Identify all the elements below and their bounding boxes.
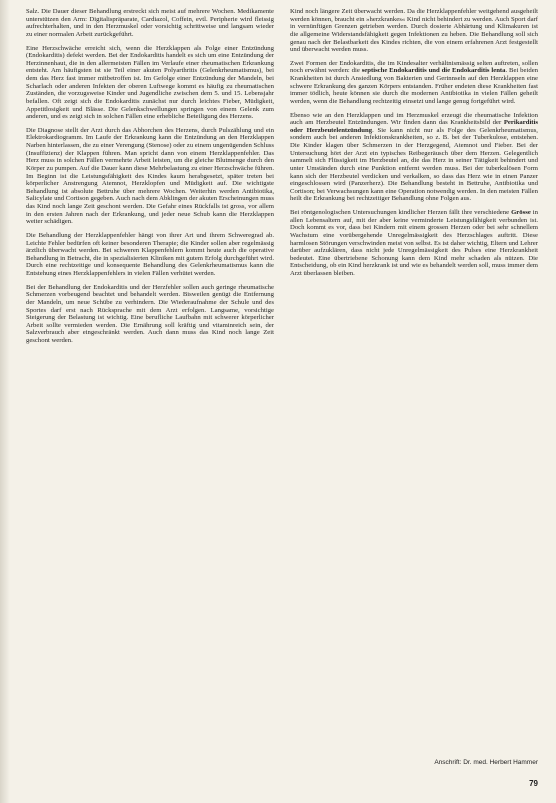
right-paragraph-3 [290, 112, 538, 204]
left-paragraph-5: Bei der Behandlung der Endokarditis und der Herzfehler sollen auch geringe rheumatische Schmerzen vorbeugend beachtet und behandelt werden. Bisweilen genügt die Entfernung der Mandeln, um neue Schübe zu verhindern. Die Wiederaufnahme der Schule und des Sportes darf erst nach Rücksprache mit dem Arzt erfolgen. Langsame, vorsichtige Steigerung der Belastung ist wichtig. Eine berufliche Laufbahn mit schwerer körperlicher Arbeit sollte vermieden werden. Die Ernährung soll kräftig und vitaminreich sein, der Salzverbrauch aber eingeschränkt werden. Auch dann muss das Kind noch lange Zeit geschont werden. [26, 283, 274, 344]
left-paragraph-1: Salz. Die Dauer dieser Behandlung erstreckt sich meist auf mehrere Wochen. Medikamente unterstützen den Arm: Digitalispräparate, Cardiazol, Coffein, evtl. Peripherie wird fleissig aufrechterhalten, und in den Herzmuskel oder vorsichtig schrittweise und langsam wieder zu einer normalen Arbeit zurückgeführt. [26, 8, 274, 38]
left-paragraph-2: Eine Herzschwäche erreicht sich, wenn die Herzklappen als Folge einer Entzündung (Endokarditis) defekt werden. Bei der Endokarditis handelt es sich um eine Entzündung der Herzinnenhaut, die in den allermeisten Fällen im Verlaufe einer rheumatischen Erkrankung entsteht. Am häufigsten ist sie Teil einer akuten Polyarthritis (Gelenkrheumatismus), bei dem das Herz fast immer mitbetroffen ist. Im Gefolge einer Entzündung der Mandeln, bei Scharlach oder anderen Infekten der oberen Luftwege kommt es häufig zu rheumatischen Zuständen, die vorzugsweise Kinder und Jugendliche zwischen dem 5. und 15. Lebensjahr befallen. Oft zeigt sich die Endokarditis zunächst nur durch leichtes Fieber, Müdigkeit, Appetitlosigkeit und Blässe. Die Gelenkschwellungen springen von einem Gelenk zum anderen, und es zeigt sich in solchen Fällen eine erhebliche Beteiligung des Herzens. [26, 44, 274, 121]
right-paragraph-3-suffix: . Sie kann nicht nur als Folge des Gelenkrheumatismus, sondern auch bei anderen Infektionskrankheiten, so z. B. bei der Tuberkulose, entstehen. Die Kinder klagen über Schmerzen in der Herzgegend, Atemnot und Fieber. Bei der Untersuchung hört der Arzt ein typisches Reibegeräusch über dem Herzen. Gelegentlich sammelt sich Flüssigkeit im Herzbeutel an, die das Herz in seiner Tätigkeit behindert und unter Umständen durch eine Punktion entfernt werden muss. Bei der tuberkulösen Form kann sich der Herzbeutel verdicken und verkalken, so dass das Herz wie in einen Panzer eingeschlossen wird (Panzerherz). Die Behandlung besteht in Bettruhe, Antibiotika und Cortison; bei Verwachsungen kann eine Operation notwendig werden. In den meisten Fällen heilt die Erkrankung bei rechtzeitiger Behandlung ohne Folgen aus. [290, 126, 538, 203]
right-paragraph-4 [290, 209, 538, 278]
left-column [26, 8, 274, 780]
author-address: Anschrift: Dr. med. Herbert Hammer [434, 759, 538, 766]
left-paragraph-4: Die Behandlung der Herzklappenfehler hängt von ihrer Art und ihrem Schweregrad ab. Leichte Fehler bedürfen oft keiner besonderen Therapie; die Kinder sollen aber regelmässig ärztlich überwacht werden. Bei schweren Klappenfehlern kommt heute auch die operative Behandlung in Betracht, die in spezialisierten Kliniken mit gutem Erfolg durchgeführt wird. Durch eine rechtzeitige und konsequente Behandlung des Gelenkrheumatismus kann die Entstehung eines Herzklappenfehlers in vielen Fällen verhütet werden. [26, 231, 274, 277]
right-paragraph-2-suffix: . Bei beiden Krankheiten ist durch Ansiedlung von Bakterien und Gerinnseln auf den Herzklappen eine schwere Erkrankung des ganzen Körpers entstanden. Früher endeten diese Krankheiten fast immer tödlich, heute können sie durch die modernen Antibiotika in vielen Fällen geheilt werden, wenn die Behandlung rechtzeitig einsetzt und lange genug fortgeführt wird. [290, 67, 539, 105]
right-paragraph-2-prefix: Zwei Formen der Endokarditis, die im Kindesalter verhältnismässig selten auftreten, sollen noch erwähnt werden: die [290, 59, 538, 75]
right-paragraph-2 [290, 60, 538, 106]
right-paragraph-1: Kind noch längere Zeit überwacht werden. Da die Herzklappenfehler weitgehend ausgeheilt werden können, braucht ein »herzkrankes« Kind nicht behindert zu werden. Auch Sport darf in vernünftigen Grenzen getrieben werden. Durch dosierte Abhärtung und Klimakuren ist die allgemeine Widerstandsfähigkeit gegen Infektionen zu heben. Die Behandlung soll sich genau nach der Belastbarkeit des Kindes richten, die von einem erfahrenen Arzt festgestellt und überwacht werden muss. [290, 8, 538, 54]
page-number: 79 [529, 779, 538, 788]
right-paragraph-2-bold: septische Endokarditis und die Endokarditis lenta [361, 67, 506, 75]
right-paragraph-3-bold: Perikarditis oder Herzbeutelentzündung [290, 119, 538, 134]
right-paragraph-3-prefix: Ebenso wie an den Herzklappen und im Herzmuskel erzeugt die rheumatische Infektion auch am Herzbeutel Entzündungen. Wir finden dann das Krankheitsbild der [290, 111, 538, 127]
right-column [290, 8, 538, 758]
binding-shadow [0, 0, 10, 803]
right-paragraph-4-bold: Grösse [511, 209, 531, 216]
right-paragraph-4-prefix: Bei röntgenologischen Untersuchungen kindlicher Herzen fällt ihre verschiedene [290, 209, 512, 216]
left-paragraph-3: Die Diagnose stellt der Arzt durch das Abhorchen des Herzens, durch Pulszählung und ein Elektrokardiogramm. Im Laufe der Erkrankung kann die Entzündung an den Herzklappen Narben hinterlassen, die zu einer Verengung (Stenose) oder zu einem ungenügenden Schluss (Insuffizienz) der Klappen führen. Man spricht dann von einem Herzklappenfehler. Das Herz muss in solchen Fällen vermehrte Arbeit leisten, um die gleiche Blutmenge durch den Körper zu pumpen. Auf die Dauer kann diese Mehrbelastung zu einer Herzschwäche führen. Im Beginn ist die Leistungsfähigkeit des Kindes kaum herabgesetzt, später treten bei körperlicher Anstrengung Atemnot, Herzklopfen und Müdigkeit auf. Die wichtigste Behandlung ist absolute Bettruhe über mehrere Wochen. Weiterhin werden Antibiotika, Salicylate und Cortison gegeben. Auch nach dem Abklingen der akuten Erscheinungen muss das Kind noch lange Zeit geschont werden. Die Gefahr eines Rückfalls ist gross, vor allem in den ersten Jahren nach der Erkrankung, und jeder neue Schub kann die Herzklappen weiter schädigen. [26, 126, 274, 226]
right-paragraph-4-suffix: in allen Lebensaltern auf, mit der aber keine verminderte Leistungsfähigkeit verbunden ist. Doch kommt es vor, dass bei Kindern mit einem grossen Herzen oder bei sehr schnellem Wachstum eine vorübergehende Unregelmässigkeit des Herzschlages auftritt. Diese harmlosen Störungen verschwinden meist von selbst. Es ist daher wichtig, Eltern und Lehrer darüber aufzuklären, dass nicht jede Unregelmässigkeit des Pulses eine Herzkrankheit bedeutet. Eine übertriebene Schonung kann dem Kind mehr schaden als nützen. Die Entscheidung, ob ein Kind herzkrank ist und wie es behandelt werden soll, muss immer dem Arzt überlassen bleiben. [290, 209, 538, 277]
